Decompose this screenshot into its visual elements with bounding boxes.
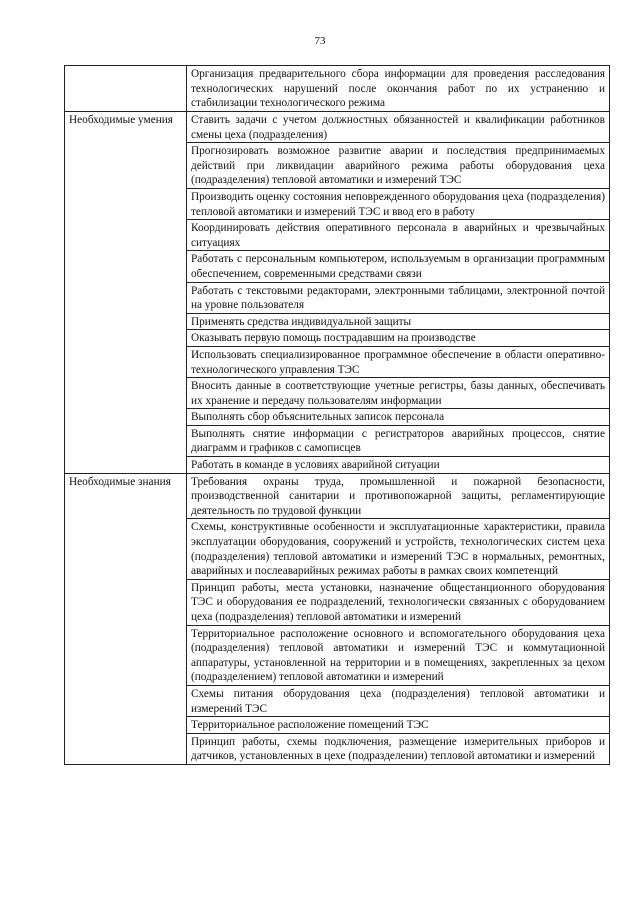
row-text-cell: Вносить данные в соответствующие учетные регистры, базы данных, обеспечивать их хранение и передачу пользователям информации <box>187 378 610 409</box>
row-text-cell: Работать с персональным компьютером, используемым в организации программным обеспечением, современными средствами связи <box>187 251 610 282</box>
row-label-cell <box>65 66 187 112</box>
section-label-skills: Необходимые умения <box>65 112 187 474</box>
row-text-cell: Выполнять сбор объяснительных записок персонала <box>187 409 610 426</box>
row-text-cell: Требования охраны труда, промышленной и пожарной безопасности, производственной санитарии и противопожарной защиты, регламентирующие деятельность по трудовой функции <box>187 473 610 519</box>
row-text-cell: Использовать специализированное программное обеспечение в области оперативно-технологического управления ТЭС <box>187 346 610 377</box>
row-text-cell: Оказывать первую помощь пострадавшим на производстве <box>187 330 610 347</box>
table-row <box>65 112 610 143</box>
competency-table <box>64 65 610 765</box>
row-text-cell: Прогнозировать возможное развитие аварии и последствия предпринимаемых действий при ликвидации аварийного режима работы оборудования цеха (подразделения) тепловой автоматики и измерений ТЭС <box>187 143 610 189</box>
row-text-cell: Схемы питания оборудования цеха (подразделения) тепловой автоматики и измерений ТЭС <box>187 685 610 716</box>
row-text-cell: Территориальное расположение помещений ТЭС <box>187 717 610 734</box>
table-row <box>65 473 610 519</box>
row-text-cell: Схемы, конструктивные особенности и эксплуатационные характеристики, правила эксплуатации оборудования, сооружений и устройств, технологических систем цеха (подразделения) тепловой автоматики и измерений ТЭС в нормальных, ремонтных, аварийных и послеаварийных режимах работы в рамках своих компетенций <box>187 519 610 579</box>
row-text-cell: Работать с текстовыми редакторами, электронными таблицами, электронной почтой на уровне пользователя <box>187 282 610 313</box>
page-number: 73 <box>314 35 326 47</box>
row-text-cell: Принцип работы, схемы подключения, размещение измерительных приборов и датчиков, установленных в цехе (подразделении) тепловой автоматики и измерений <box>187 733 610 764</box>
row-text-cell: Применять средства индивидуальной защиты <box>187 313 610 330</box>
row-text-cell: Принцип работы, места установки, назначение общестанционного оборудования ТЭС и оборудования ее подразделений, технологически связанных с оборудованием цеха (подразделения) тепловой автоматики и измерений <box>187 579 610 625</box>
row-text-cell: Территориальное расположение основного и вспомогательного оборудования цеха (подразделения) тепловой автоматики и измерений ТЭС и коммутационной аппаратуры, установленной на территории и в помещениях, закрепленных за цехом (подразделением) тепловой автоматики и измерений <box>187 625 610 685</box>
row-text-cell: Выполнять снятие информации с регистраторов аварийных процессов, снятие диаграмм и графиков с самописцев <box>187 425 610 456</box>
row-text-cell: Координировать действия оперативного персонала в аварийных и чрезвычайных ситуациях <box>187 220 610 251</box>
row-text-cell: Организация предварительного сбора информации для проведения расследования технологических нарушений после окончания работ по их устранению и стабилизации технологического режима <box>187 66 610 112</box>
row-text-cell: Ставить задачи с учетом должностных обязанностей и квалификации работников смены цеха (подразделения) <box>187 112 610 143</box>
section-label-knowledge: Необходимые знания <box>65 473 187 764</box>
table-row <box>65 66 610 112</box>
row-text-cell: Работать в команде в условиях аварийной ситуации <box>187 457 610 474</box>
row-text-cell: Производить оценку состояния неповрежденного оборудования цеха (подразделения) тепловой автоматики и измерений ТЭС и ввод его в работу <box>187 188 610 219</box>
